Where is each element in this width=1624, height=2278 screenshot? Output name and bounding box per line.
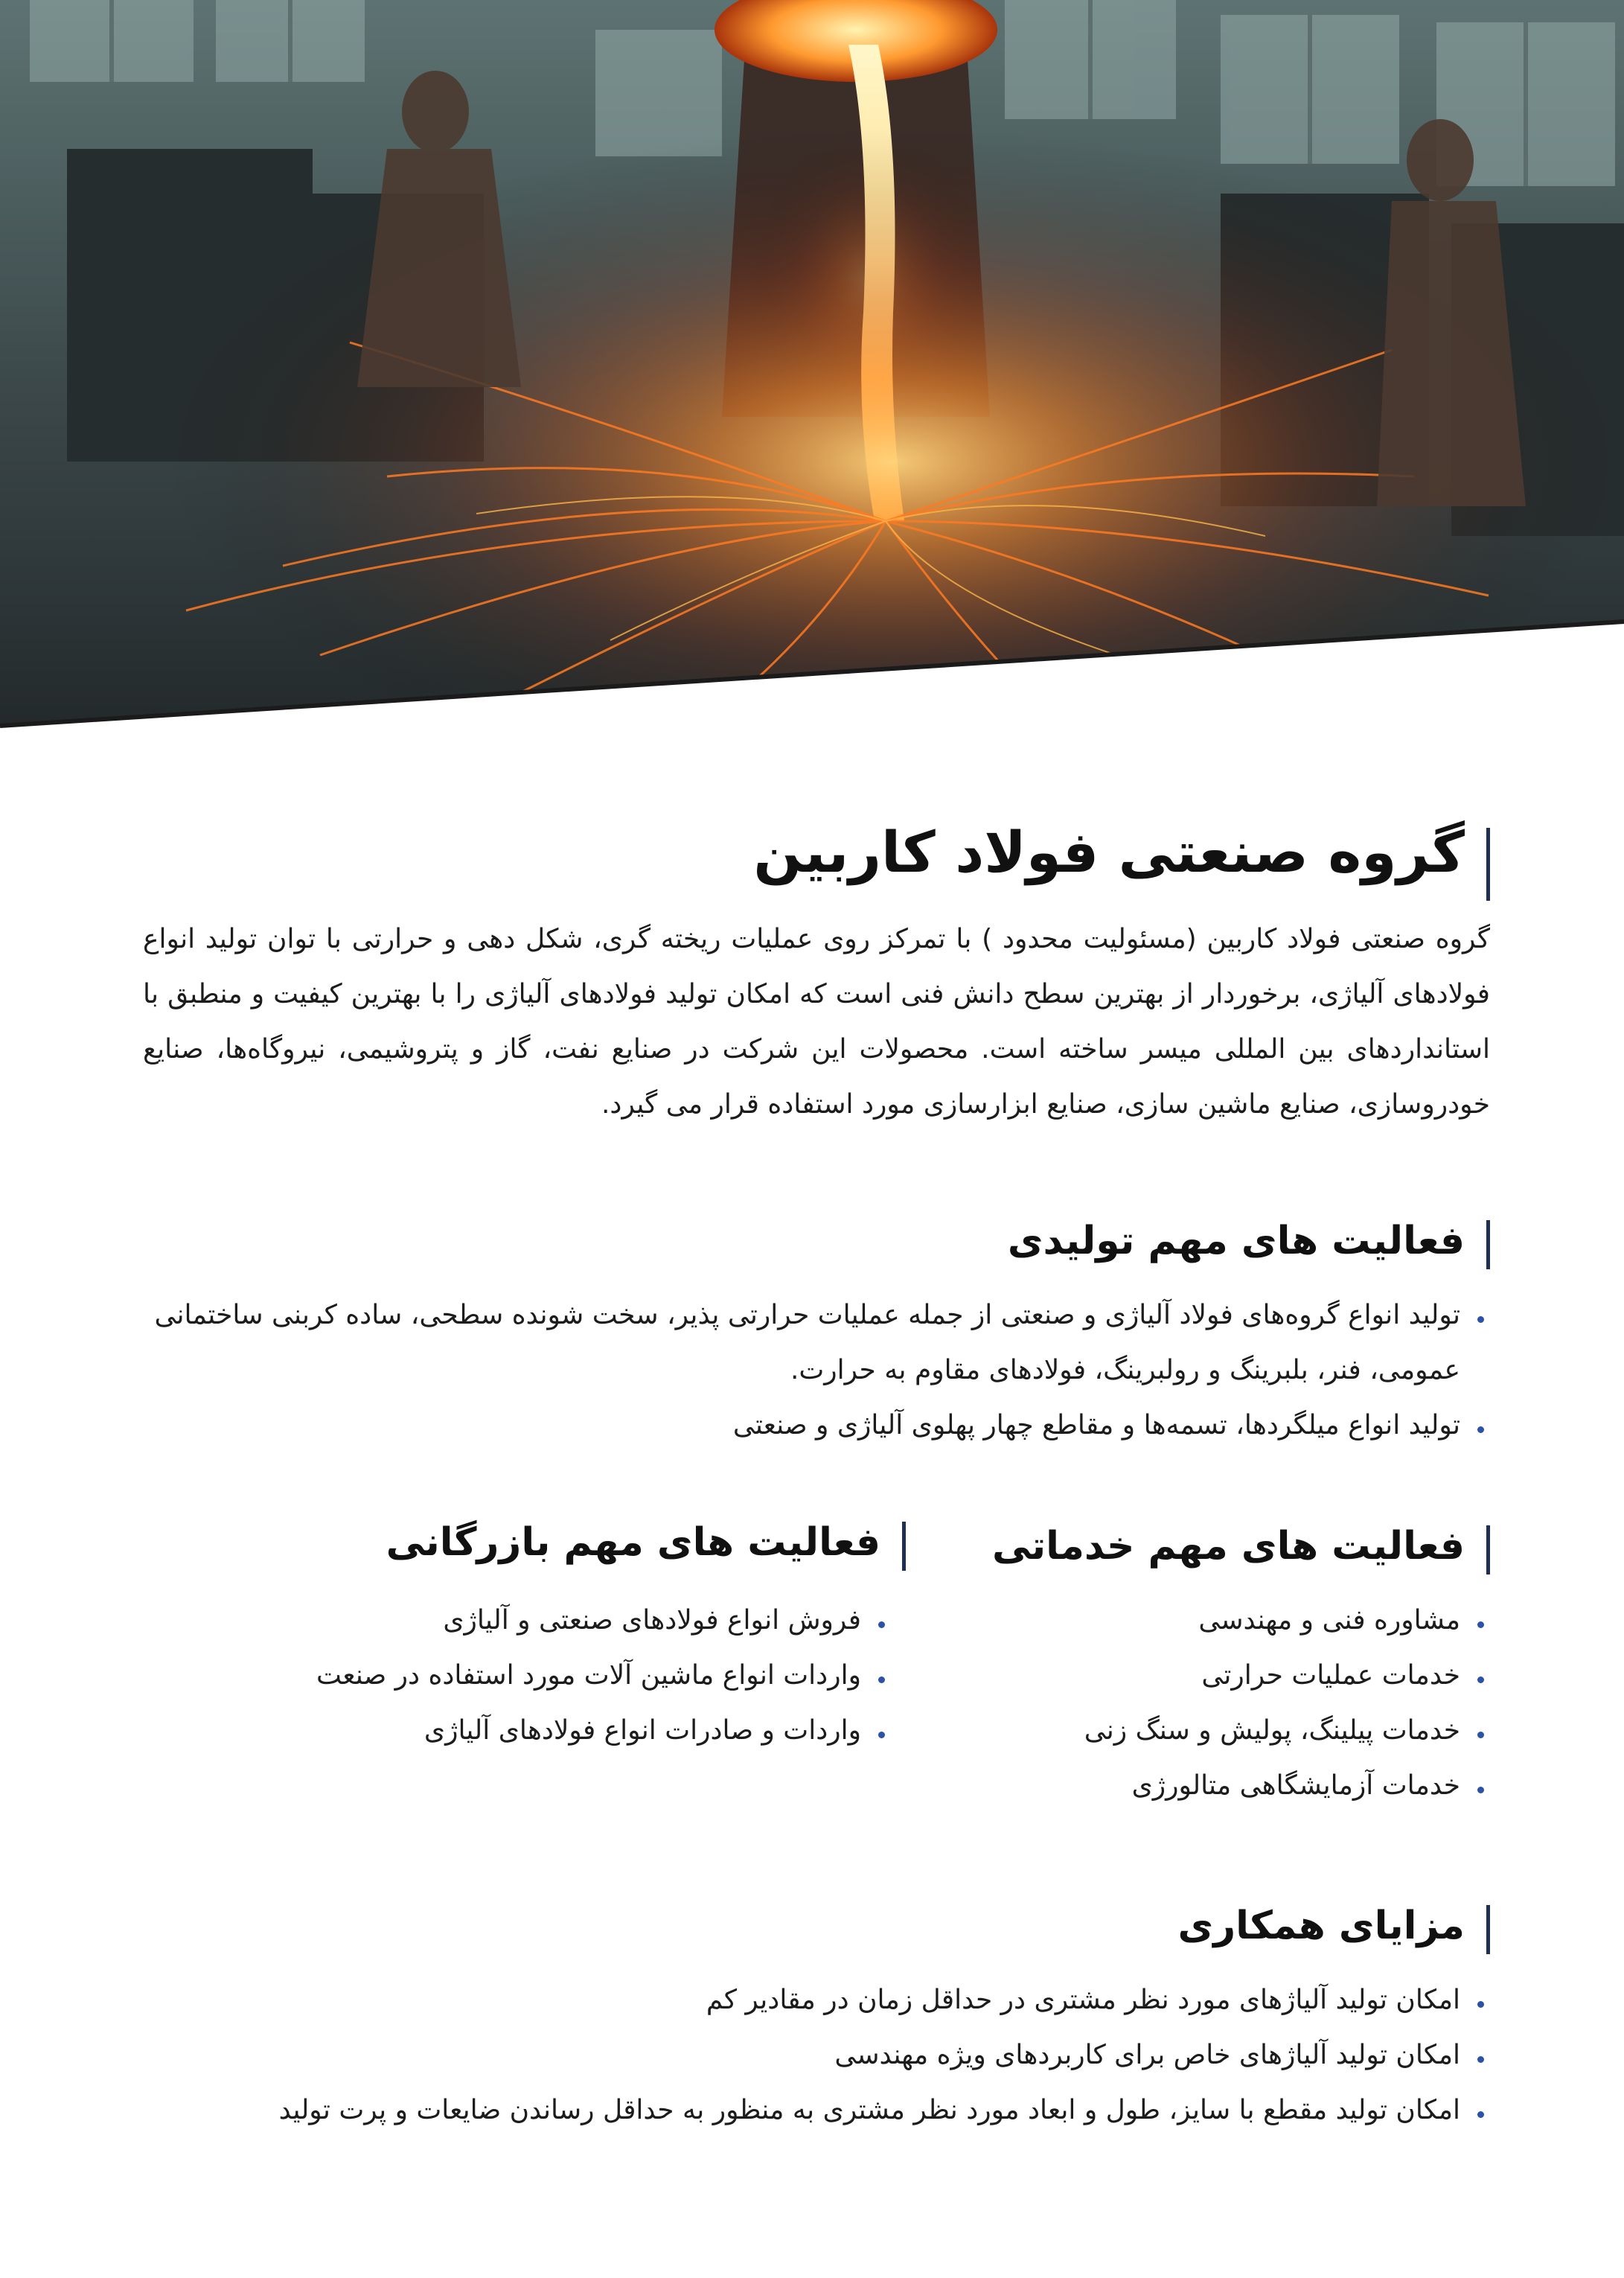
list-item: تولید انواع گروه‌های فولاد آلیاژی و صنعتی از جمله عملیات حرارتی پذیر، سخت شونده سطحی، ساده کربنی ساختمانی عمومی، فنر، بلبرینگ و رولبرینگ، فولادهای مقاوم به حرارت. xyxy=(135,1288,1490,1398)
list-item: امکان تولید آلیاژهای مورد نظر مشتری در حداقل زمان در مقادیر کم xyxy=(135,1973,1490,2028)
list-item: واردات انواع ماشین آلات مورد استفاده در صنعت xyxy=(251,1648,891,1703)
cooperation-title: مزایای همکاری xyxy=(1178,1902,1490,1950)
cooperation-list xyxy=(135,1973,1490,2138)
commercial-title: فعالیت های مهم بازرگانی xyxy=(386,1519,906,1566)
list-item: امکان تولید مقطع با سایز، طول و ابعاد مورد نظر مشتری به منظور به حداقل رساندن ضایعات و پرت تولید xyxy=(135,2083,1490,2138)
list-item: تولید انواع میلگردها، تسمه‌ها و مقاطع چهار پهلوی آلیاژی و صنعتی xyxy=(135,1398,1490,1453)
list-item: واردات و صادرات انواع فولادهای آلیاژی xyxy=(251,1703,891,1758)
services-title: فعالیت های مهم خدماتی xyxy=(992,1522,1490,1570)
production-title: فعالیت های مهم تولیدی xyxy=(1008,1217,1490,1265)
company-intro: گروه صنعتی فولاد کاربین (مسئولیت محدود ) با تمرکز روی عملیات ریخته گری، شکل دهی و حرارتی با توان تولید انواع فولادهای آلیاژی، برخوردار از بهترین سطح دانش فنی است که امکان تولید فولادهای آلیاژی را با بهترین کیفیت و منطبق با استانداردهای بین المللی میسر ساخته است. محصولات این شرکت در صنایع نفت، گاز و پتروشیمی، نیروگاه‌ها، صنایع خودروسازی، صنایع ماشین سازی، صنایع ابزارسازی مورد استفاده قرار می گیرد. xyxy=(143,924,1490,1120)
list-item: خدمات آزمایشگاهی متالورژی xyxy=(880,1758,1490,1813)
list-item: خدمات عملیات حرارتی xyxy=(880,1648,1490,1703)
list-item: خدمات پیلینگ، پولیش و سنگ زنی xyxy=(880,1703,1490,1758)
production-list xyxy=(135,1288,1490,1453)
list-item: مشاوره فنی و مهندسی xyxy=(880,1593,1490,1648)
company-title: گروه صنعتی فولاد کاربین xyxy=(753,819,1490,886)
commercial-list xyxy=(251,1593,891,1758)
list-item: امکان تولید آلیاژهای خاص برای کاربردهای ویژه مهندسی xyxy=(135,2028,1490,2083)
services-list xyxy=(880,1593,1490,1813)
list-item: فروش انواع فولادهای صنعتی و آلیاژی xyxy=(251,1593,891,1648)
